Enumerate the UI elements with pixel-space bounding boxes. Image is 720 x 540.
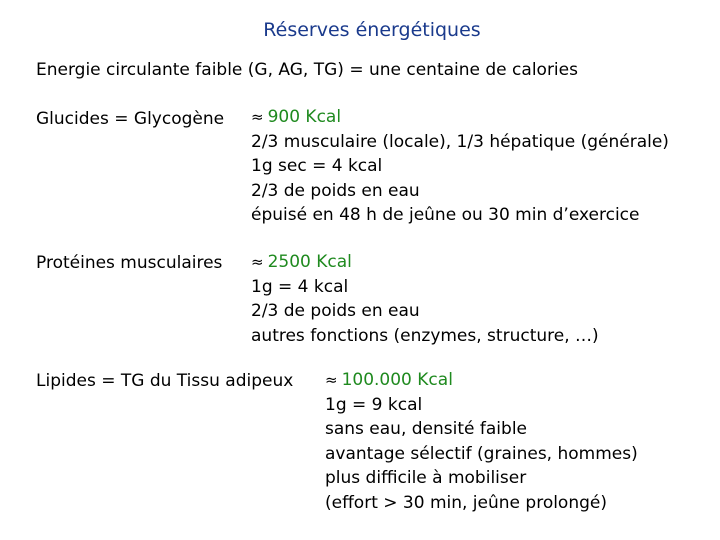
slide-title: Réserves énergétiques (263, 19, 481, 41)
section-value-line (325, 368, 638, 393)
section-label-lipides: Lipides = TG du Tissu adipeux (36, 371, 294, 391)
section-value: 2500 Kcal (267, 252, 352, 272)
approx-symbol: ≈ (251, 108, 264, 126)
section-details-proteines (251, 250, 599, 348)
detail-line: sans eau, densité faible (325, 419, 527, 439)
section-details-glucides (251, 105, 669, 228)
section-value: 100.000 Kcal (341, 370, 453, 390)
section-value-line (251, 105, 669, 130)
intro-text: Energie circulante faible (G, AG, TG) = une centaine de calories (36, 60, 578, 80)
section-label-proteines: Protéines musculaires (36, 253, 223, 273)
approx-symbol: ≈ (325, 371, 338, 389)
detail-line: 1g sec = 4 kcal (251, 156, 383, 176)
detail-line: épuisé en 48 h de jeûne ou 30 min d’exercice (251, 205, 640, 225)
detail-line: 1g = 9 kcal (325, 394, 423, 415)
detail-line: avantage sélectif (graines, hommes) (325, 443, 638, 464)
detail-line: (effort > 30 min, jeûne prolongé) (325, 492, 607, 513)
section-value-line (251, 250, 599, 275)
detail-line: 1g = 4 kcal (251, 276, 349, 297)
detail-line: autres fonctions (enzymes, structure, …) (251, 325, 599, 346)
detail-line: 2/3 de poids en eau (251, 180, 420, 201)
detail-line: 2/3 de poids en eau (251, 301, 420, 321)
section-label-glucides: Glucides = Glycogène (36, 109, 225, 129)
approx-symbol: ≈ (251, 253, 264, 271)
detail-line: plus difficile à mobiliser (325, 468, 527, 488)
section-value: 900 Kcal (267, 107, 342, 127)
section-details-lipides (325, 368, 638, 515)
detail-line: 2/3 musculaire (locale), 1/3 hépatique (générale) (251, 131, 669, 152)
